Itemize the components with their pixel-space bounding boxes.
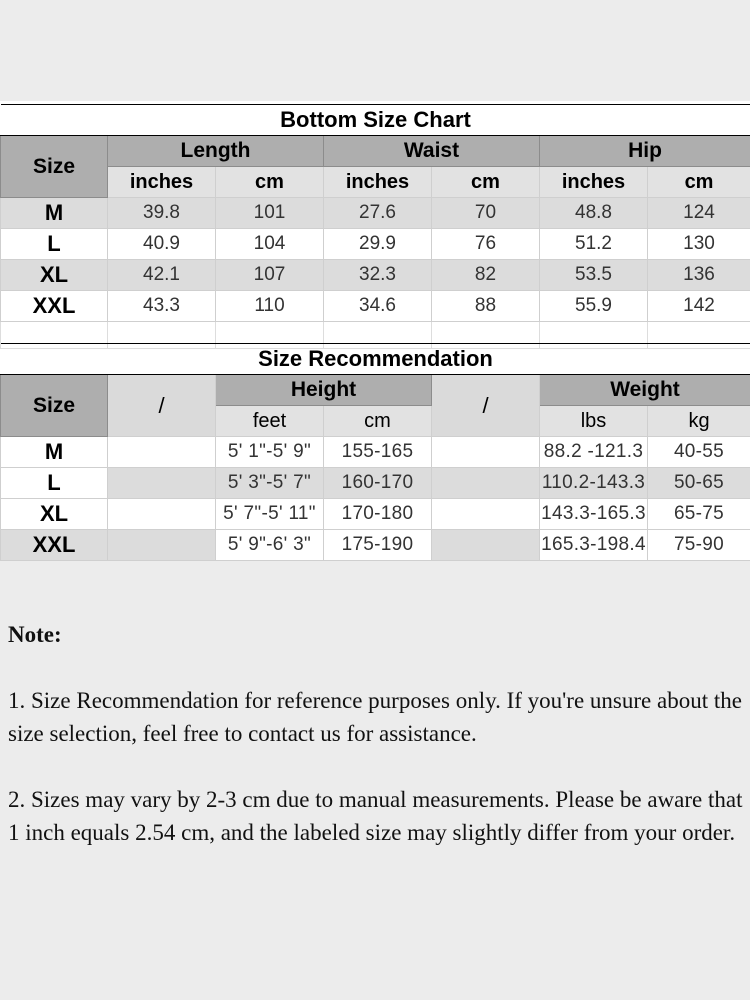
weight-kg-cell: 65-75 [648,499,750,530]
weight-lbs-cell: 110.2-143.3 [540,468,648,499]
size-cell: L [1,468,108,499]
waist-inches-cell: 29.9 [324,229,432,260]
waist-inches-cell: 32.3 [324,260,432,291]
weight-kg-header: kg [648,406,750,437]
waist-inches-cell: 27.6 [324,198,432,229]
length-cm-cell: 104 [216,229,324,260]
height-cm-cell: 170-180 [324,499,432,530]
weight-kg-cell: 40-55 [648,437,750,468]
length-cm-header: cm [216,167,324,198]
length-inches-cell: 39.8 [108,198,216,229]
length-cm-cell: 110 [216,291,324,322]
notes-section [8,618,748,882]
table-row [1,291,750,322]
height-feet-cell: 5' 3"-5' 7" [216,468,324,499]
height-header: Height [216,375,432,406]
waist-header: Waist [324,136,540,167]
note-item: 2. Sizes may vary by 2-3 cm due to manual measurements. Please be aware that 1 inch equals 2.54 cm, and the labeled size may slightly differ from your order. [8,787,743,845]
table-row [1,229,750,260]
empty-cell [108,468,216,499]
size-recommendation-table [0,343,750,561]
table-row [1,260,750,291]
empty-cell [432,499,540,530]
size-cell: M [1,437,108,468]
table-row [1,437,750,468]
waist-inches-cell: 34.6 [324,291,432,322]
weight-lbs-cell: 88.2 -121.3 [540,437,648,468]
length-inches-cell: 40.9 [108,229,216,260]
height-cm-cell: 175-190 [324,530,432,561]
weight-lbs-header: lbs [540,406,648,437]
table-row [1,468,750,499]
height-feet-cell: 5' 1"-5' 9" [216,437,324,468]
length-inches-cell: 42.1 [108,260,216,291]
hip-inches-header: inches [540,167,648,198]
size-column-header: Size [1,375,108,437]
height-cm-header: cm [324,406,432,437]
length-header: Length [108,136,324,167]
hip-inches-cell: 48.8 [540,198,648,229]
note-item: 1. Size Recommendation for reference purposes only. If you're unsure about the size selection, feel free to contact us for assistance. [8,688,742,746]
table-row [1,530,750,561]
bottom-size-chart-table [0,104,750,349]
hip-inches-cell: 51.2 [540,229,648,260]
empty-cell [432,530,540,561]
hip-cm-cell: 130 [648,229,750,260]
recommendation-title: Size Recommendation [1,344,750,375]
waist-cm-header: cm [432,167,540,198]
height-feet-cell: 5' 9"-6' 3" [216,530,324,561]
weight-kg-cell: 50-65 [648,468,750,499]
hip-header: Hip [540,136,750,167]
height-cm-cell: 155-165 [324,437,432,468]
length-cm-cell: 101 [216,198,324,229]
weight-header: Weight [540,375,750,406]
waist-inches-header: inches [324,167,432,198]
weight-lbs-cell: 165.3-198.4 [540,530,648,561]
bottom-chart-title: Bottom Size Chart [1,105,750,136]
size-cell: XL [1,499,108,530]
table-row [1,198,750,229]
size-cell: XL [1,260,108,291]
hip-inches-cell: 53.5 [540,260,648,291]
hip-cm-cell: 136 [648,260,750,291]
table-row [1,499,750,530]
waist-cm-cell: 70 [432,198,540,229]
length-cm-cell: 107 [216,260,324,291]
size-column-header: Size [1,136,108,198]
slash-separator: / [432,375,540,437]
weight-kg-cell: 75-90 [648,530,750,561]
size-cell: XXL [1,530,108,561]
empty-cell [108,530,216,561]
height-cm-cell: 160-170 [324,468,432,499]
size-cell: L [1,229,108,260]
empty-cell [108,499,216,530]
notes-title: Note: [8,622,62,647]
size-cell: M [1,198,108,229]
hip-cm-header: cm [648,167,750,198]
waist-cm-cell: 82 [432,260,540,291]
length-inches-header: inches [108,167,216,198]
empty-cell [108,437,216,468]
slash-separator: / [108,375,216,437]
hip-inches-cell: 55.9 [540,291,648,322]
weight-lbs-cell: 143.3-165.3 [540,499,648,530]
height-feet-cell: 5' 7"-5' 11" [216,499,324,530]
hip-cm-cell: 142 [648,291,750,322]
waist-cm-cell: 76 [432,229,540,260]
length-inches-cell: 43.3 [108,291,216,322]
empty-cell [432,437,540,468]
hip-cm-cell: 124 [648,198,750,229]
waist-cm-cell: 88 [432,291,540,322]
height-feet-header: feet [216,406,324,437]
empty-cell [432,468,540,499]
size-cell: XXL [1,291,108,322]
